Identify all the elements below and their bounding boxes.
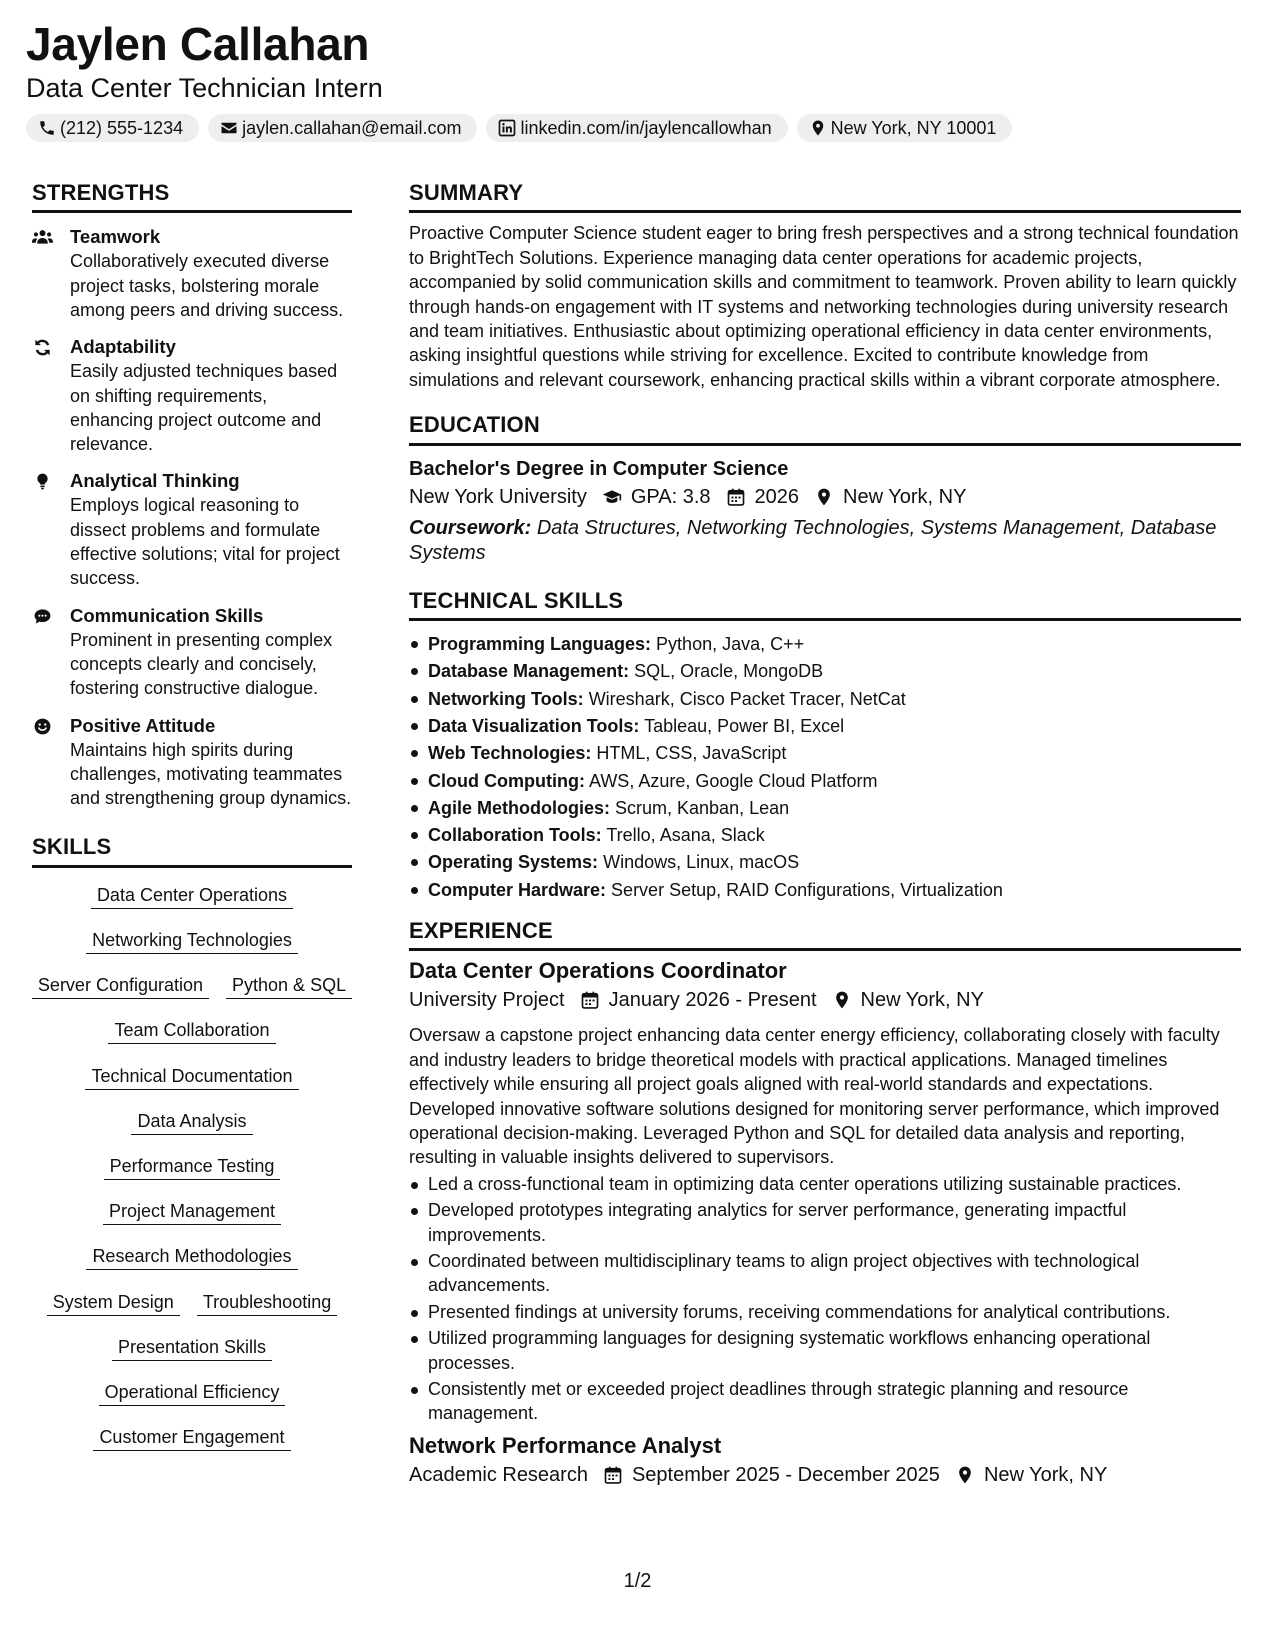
job-bullets [409,1172,1241,1426]
tech-skill-label: Data Visualization Tools: [428,715,640,736]
strength-title: Adaptability [70,336,176,358]
list-item [409,877,1241,904]
right-column [409,180,1241,1490]
tech-skill-label: Web Technologies: [428,743,592,764]
contact-location-text: New York, NY 10001 [830,117,997,138]
strength-description: Maintains high spirits during challenges, motivating teammates and strengthening group dynamics. [70,739,352,809]
tech-skill-value: SQL, Oracle, MongoDB [634,661,824,682]
tech-skill-value: Wireshark, Cisco Packet Tracer, NetCat [588,688,906,709]
tech-skill-label: Programming Languages: [428,634,652,655]
education-heading: EDUCATION [409,412,1241,445]
envelope-icon [220,119,238,137]
skill-tag: Data Analysis [131,1110,252,1135]
tech-skill-value: AWS, Azure, Google Cloud Platform [588,770,878,791]
tech-skill-value: Scrum, Kanban, Lean [615,797,790,818]
skill-tag: Performance Testing [104,1155,281,1180]
list-item [409,686,1241,713]
job-dates: January 2026 - Present [608,989,817,1012]
tech-skill-value: HTML, CSS, JavaScript [596,743,787,764]
location-pin-icon [832,990,852,1010]
skill-tag: Research Methodologies [86,1245,297,1270]
education-meta [409,482,1241,512]
strength-title: Communication Skills [70,604,264,626]
strength-title: Positive Attitude [70,714,216,736]
strength-description: Easily adjusted techniques based on shifting requirements, enhancing project outcome and relevance. [70,361,338,455]
tech-skill-value: Windows, Linux, macOS [603,852,800,873]
tech-skill-value: Python, Java, C++ [656,634,805,655]
contact-email[interactable] [208,114,477,142]
contact-email-text: jaylen.callahan@email.com [242,117,462,138]
tech-skill-value: Trello, Asana, Slack [606,825,765,846]
contact-linkedin[interactable] [486,114,787,142]
users-icon [32,228,53,247]
list-item [409,713,1241,740]
linkedin-icon [498,119,516,137]
left-column [32,180,352,1471]
skill-tag: Project Management [103,1200,281,1225]
list-item: Developed prototypes integrating analytics for server performance, generating impactful improvements. [409,1198,1241,1247]
skill-tag: Presentation Skills [112,1336,272,1361]
strength-description: Employs logical reasoning to dissect problems and formulate effective solutions; vital for project success. [70,495,340,589]
strength-item [32,225,352,322]
list-item: Coordinated between multidisciplinary teams to align project objectives with technological advancements. [409,1249,1241,1298]
skills-heading: SKILLS [32,834,352,867]
skill-tag: Server Configuration [32,974,209,999]
contact-linkedin-text: linkedin.com/in/jaylencallowhan [520,117,772,138]
job-title: Data Center Operations Coordinator [409,958,787,984]
page-number: 1/2 [623,1570,652,1592]
skill-tag: System Design [47,1291,180,1316]
calendar-icon [580,990,600,1010]
strength-title: Analytical Thinking [70,470,240,492]
coursework-label: Coursework: [409,516,532,539]
graduation-cap-icon [602,487,622,507]
skill-tag: Networking Technologies [86,929,298,954]
strength-item [32,604,352,701]
list-item [409,768,1241,795]
phone-icon [38,119,56,137]
skill-tag: Team Collaboration [108,1019,275,1044]
job-title: Network Performance Analyst [409,1432,722,1458]
strength-description: Prominent in presenting complex concepts clearly and concisely, fostering constructive dialogue. [70,629,333,699]
summary-heading: SUMMARY [409,180,1241,213]
location-pin-icon [809,119,827,137]
job-description: Oversaw a capstone project enhancing data center energy efficiency, collaborating closely with faculty and industry leaders to bridge theoretical models with practical applications. Managed timelines effectively while ensuring all project goals aligned with real-world standards and expectations. Developed innovative software solutions designed for monitoring server performance, which improved operational decision-making. Leveraged Python and SQL for detailed data analysis and reporting, resulting in valuable insights delivered to supervisors. [409,1025,1220,1168]
strength-item [32,469,352,590]
skill-tag: Customer Engagement [93,1426,290,1451]
education-degree: Bachelor's Degree in Computer Science [409,457,789,480]
summary-text: Proactive Computer Science student eager to bring fresh perspectives and a strong technical foundation to BrightTech Solutions. Experience managing data center operations for academic projects, accompanied by solid communication skills and commitment to teamwork. Proven ability to learn quickly through hands-on engagement with IT systems and networking technologies during university research and team initiatives. Enthusiastic about optimizing operational efficiency in data center environments, asking insightful questions while striving for excellence. Excited to contribute knowledge from simulations and relevant coursework, enhancing practical skills within a vibrant corporate atmosphere. [409,223,1239,390]
education-location: New York, NY [843,485,967,508]
tech-skill-label: Collaboration Tools: [428,825,602,846]
lightbulb-icon [32,472,53,491]
job-dates: September 2025 - December 2025 [631,1463,940,1486]
list-item [409,822,1241,849]
experience-heading: EXPERIENCE [409,918,1241,951]
list-item [409,795,1241,822]
job-org: Academic Research [409,1463,588,1486]
tech-skill-label: Cloud Computing: [428,770,585,791]
contact-location [797,114,1013,142]
experience-entry [409,957,1241,1426]
skill-tag: Operational Efficiency [99,1381,286,1406]
skill-tag: Data Center Operations [91,884,293,909]
calendar-icon [603,1465,623,1485]
calendar-icon [726,487,746,507]
list-item [409,849,1241,876]
contact-phone-text: (212) 555-1234 [60,117,184,138]
contact-phone[interactable] [26,114,199,142]
list-item [409,658,1241,685]
job-location: New York, NY [983,1463,1108,1486]
education-gpa: GPA: 3.8 [630,485,711,508]
tech-skill-label: Computer Hardware: [428,879,607,900]
skill-tag: Technical Documentation [85,1065,298,1090]
job-meta [409,1460,1241,1490]
technical-skills-heading: TECHNICAL SKILLS [409,588,1241,621]
experience-entry [409,1432,1241,1490]
tech-skill-value: Server Setup, RAID Configurations, Virtualization [611,879,1003,900]
job-location: New York, NY [860,989,984,1012]
list-item [409,631,1241,658]
smiley-icon [32,717,53,736]
skill-tag: Troubleshooting [197,1291,337,1316]
skills-section [32,834,352,1471]
job-meta [409,985,1241,1015]
tech-skill-label: Operating Systems: [428,852,599,873]
location-pin-icon [814,487,834,507]
candidate-role: Data Center Technician Intern [26,73,383,103]
skill-tag: Python & SQL [226,974,352,999]
education-school: New York University [409,485,587,508]
list-item: Consistently met or exceeded project deadlines through strategic planning and resource management. [409,1377,1241,1426]
refresh-icon [32,338,53,357]
list-item: Presented findings at university forums, receiving commendations for analytical contributions. [409,1300,1241,1324]
speech-bubble-icon [32,607,53,626]
location-pin-icon [955,1465,975,1485]
list-item: Led a cross-functional team in optimizing data center operations utilizing sustainable practices. [409,1172,1241,1196]
list-item: Utilized programming languages for designing systematic workflows enhancing operational processes. [409,1326,1241,1375]
strength-item [32,714,352,811]
tech-skill-label: Database Management: [428,661,630,682]
education-year: 2026 [754,485,800,508]
strength-description: Collaboratively executed diverse project tasks, bolstering morale among peers and driving success. [70,251,344,320]
strength-item [32,335,352,456]
strength-title: Teamwork [70,226,161,248]
coursework-list: Data Structures, Networking Technologies, Systems Management, Database Systems [409,516,1217,564]
list-item [409,740,1241,767]
tech-skill-label: Networking Tools: [428,688,584,709]
tech-skill-label: Agile Methodologies: [428,797,610,818]
contact-bar [26,114,1012,142]
skills-list [32,884,352,1471]
candidate-name: Jaylen Callahan [26,18,370,70]
job-org: University Project [409,989,565,1012]
strengths-list [32,225,352,810]
education-coursework [409,516,1241,566]
strengths-heading: STRENGTHS [32,180,352,213]
tech-skill-value: Tableau, Power BI, Excel [644,715,845,736]
technical-skills-list [409,631,1241,904]
